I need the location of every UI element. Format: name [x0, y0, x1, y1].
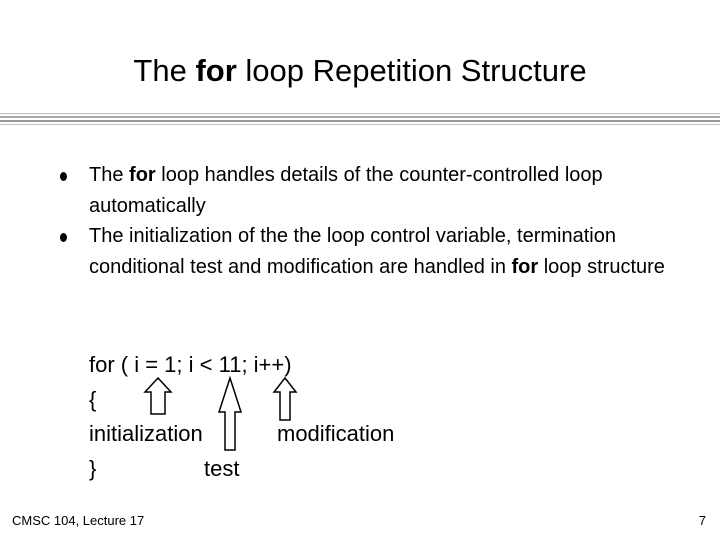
bullet-keyword-for: for: [129, 164, 156, 186]
initialization-arrow-icon: [145, 378, 171, 414]
modification-label: modification: [277, 421, 395, 446]
bullet-text-after: loop handles details of the counter-controlled loop automatically: [89, 164, 603, 217]
bullet-text-before: The initialization of the the loop control variable, termination conditional test and modification are handled in: [89, 225, 616, 278]
code-for-statement: for ( i = 1; i < 11; i++): [89, 352, 292, 377]
bullet-text-before: The: [89, 164, 130, 186]
code-close-brace: }: [89, 456, 97, 481]
code-initialization-label: initialization: [89, 421, 203, 446]
code-open-brace: {: [89, 387, 97, 412]
title-text-before: The: [133, 53, 196, 88]
bullet-keyword-for: for: [511, 255, 539, 278]
test-label: test: [204, 456, 240, 481]
title-keyword-for: for: [195, 53, 237, 88]
title-text-after: loop Repetition Structure: [236, 53, 587, 88]
modification-arrow-icon: [274, 378, 296, 420]
footer-course-label: CMSC 104, Lecture 17: [12, 513, 145, 528]
test-arrow-icon: [219, 378, 241, 450]
bullet-text-after: loop structure: [538, 255, 665, 278]
page-number: 7: [698, 513, 706, 528]
